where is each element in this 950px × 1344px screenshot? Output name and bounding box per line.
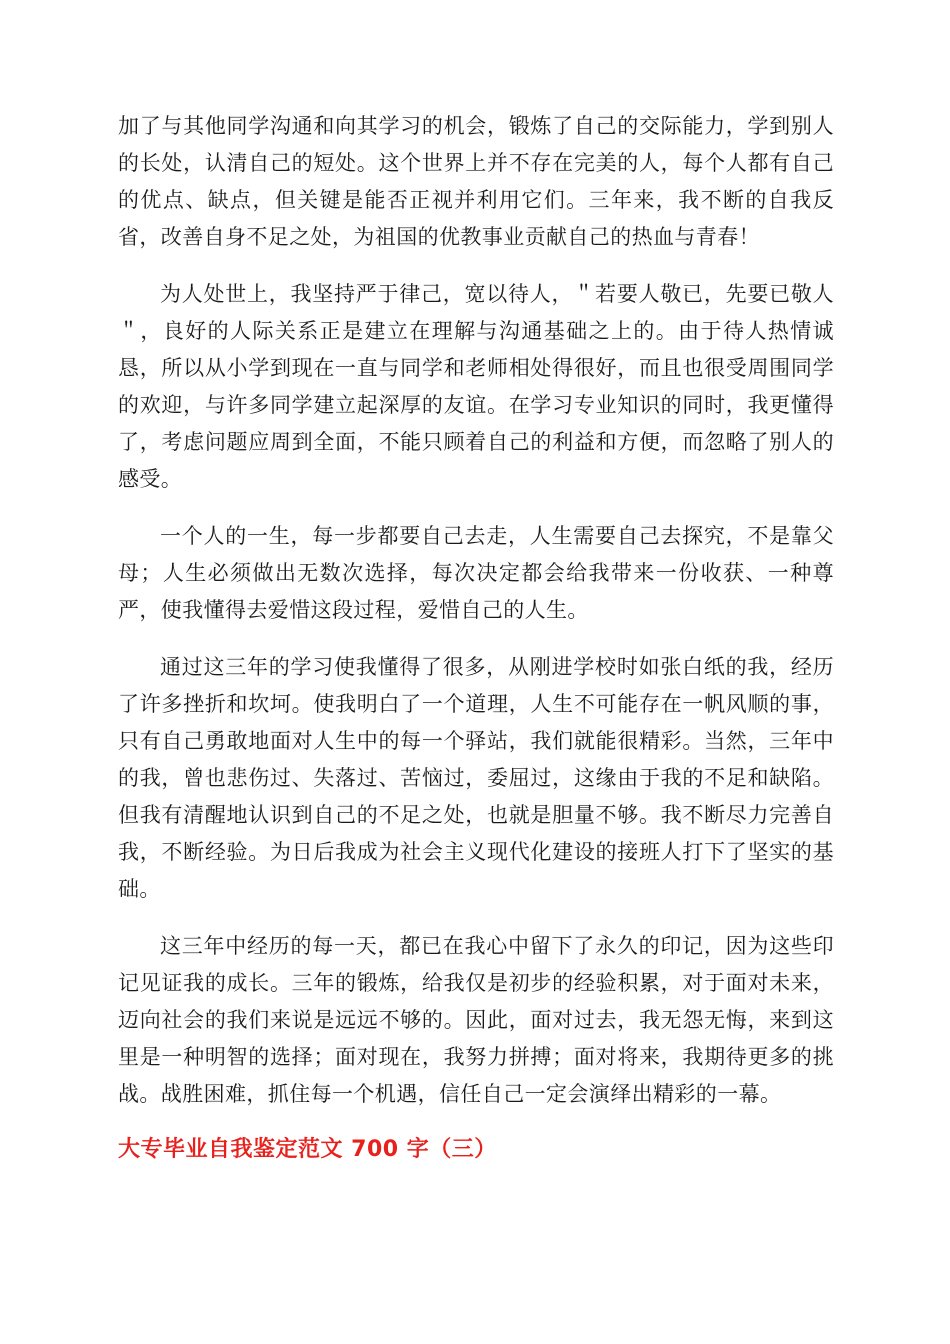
section-heading: 大专毕业自我鉴定范文 700 字（三） [118,1137,497,1162]
document-page [118,108,834,1167]
paragraph-continuation: 加了与其他同学沟通和向其学习的机会，锻炼了自己的交际能力，学到别人的长处，认清自己的短处。这个世界上并不存在完美的人，每个人都有自己的优点、缺点，但关键是能否正视并利用它们。三年来，我不断的自我反省，改善自身不足之处，为祖国的优教事业贡献自己的热血与青春！ [118,114,834,249]
paragraph-three-years-study: 通过这三年的学习使我懂得了很多，从刚进学校时如张白纸的我，经历了许多挫折和坎坷。使我明白了一个道理，人生不可能存在一帆风顺的事，只有自己勇敢地面对人生中的每一个驿站，我们就能很精彩。当然，三年中的我，曾也悲伤过、失落过、苦恼过，委屈过，这缘由于我的不足和缺陷。但我有清醒地认识到自己的不足之处，也就是胆量不够。我不断尽力完善自我，不断经验。为日后我成为社会主义现代化建设的接班人打下了坚实的基础。 [118,655,834,901]
paragraph-every-day: 这三年中经历的每一天，都已在我心中留下了永久的印记，因为这些印记见证我的成长。三年的锻炼，给我仅是初步的经验积累，对于面对未来，迈向社会的我们来说是远远不够的。因此，面对过去，我无怨无悔，来到这里是一种明智的选择；面对现在，我努力拼搏；面对将来，我期待更多的挑战。战胜困难，抓住每一个机遇，信任自己一定会演绎出精彩的一幕。 [118,934,834,1106]
paragraph-interpersonal: 为人处世上，我坚持严于律己，宽以待人，＂若要人敬已，先要已敬人＂，良好的人际关系正是建立在理解与沟通基础之上的。由于待人热情诚恳，所以从小学到现在一直与同学和老师相处得很好，而且也很受周围同学的欢迎，与许多同学建立起深厚的友谊。在学习专业知识的同时，我更懂得了，考虑问题应周到全面，不能只顾着自己的利益和方便，而忽略了别人的感受。 [118,282,834,491]
paragraph-life-choices: 一个人的一生，每一步都要自己去走，人生需要自己去探究，不是靠父母；人生必须做出无数次选择，每次决定都会给我带来一份收获、一种尊严，使我懂得去爱惜这段过程，爱惜自己的人生。 [118,524,834,622]
